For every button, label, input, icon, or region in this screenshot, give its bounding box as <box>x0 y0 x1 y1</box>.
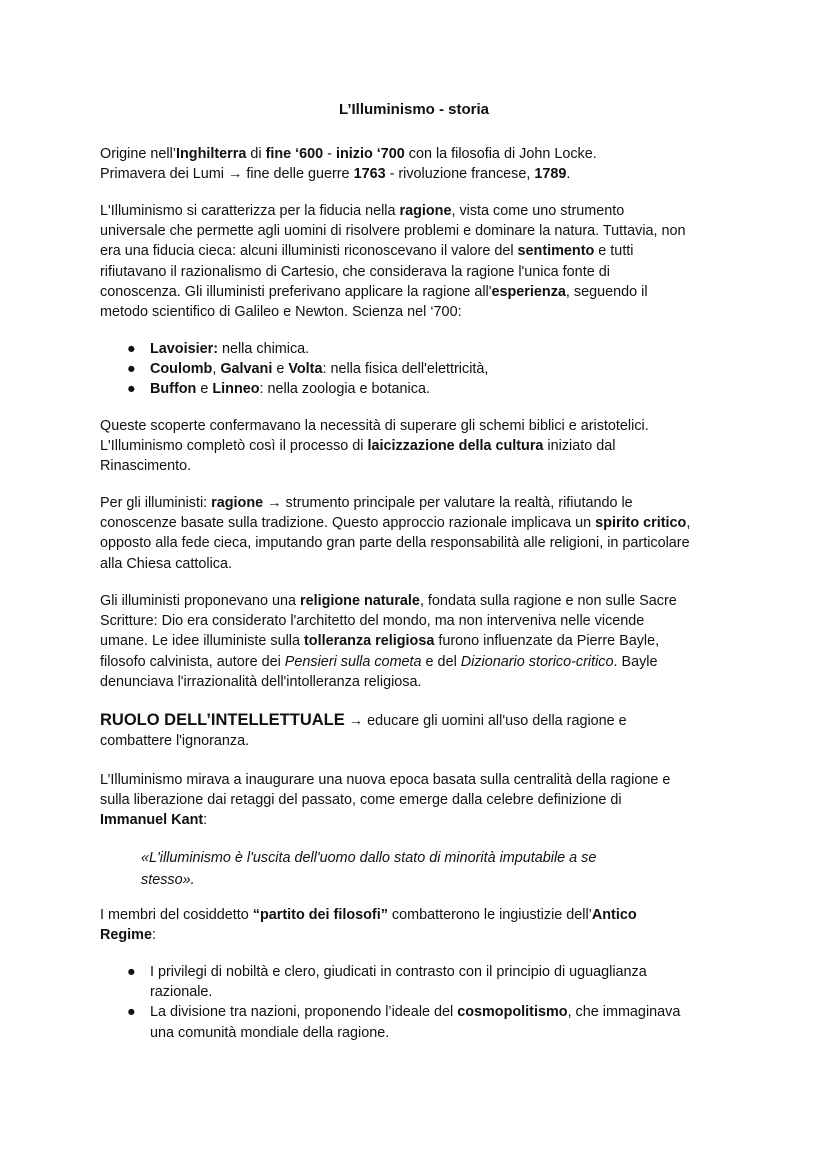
line <box>100 710 730 731</box>
bold-text: laicizzazione della cultura <box>367 438 544 455</box>
bold-text: ragione <box>211 495 264 511</box>
line <box>100 493 730 513</box>
line: stesso». <box>141 872 195 888</box>
section-heading: RUOLO DELL’INTELLETTUALE <box>100 711 345 729</box>
text: Per gli illuministi: <box>100 495 212 511</box>
bullet-icon: ● <box>127 964 136 980</box>
text: , che immaginava <box>567 1004 681 1021</box>
text: nella chimica. <box>217 341 310 357</box>
list-item <box>100 379 730 399</box>
line <box>100 201 730 221</box>
bold-text: inizio ‘700 <box>335 146 405 162</box>
line: una comunità mondiale della ragione. <box>150 1024 390 1041</box>
text: filosofo calvinista, autore dei <box>100 653 285 670</box>
text: conoscenza. Gli illuministi preferivano applicare la ragione all' <box>100 283 492 300</box>
text: I membri del cosiddetto <box>100 907 253 923</box>
text: : nella fisica dell'elettricità, <box>322 361 489 378</box>
text: , seguendo il <box>565 283 648 300</box>
bold-text: religione naturale <box>299 593 420 609</box>
line <box>100 436 730 456</box>
line <box>100 241 730 261</box>
list-item <box>100 962 730 1002</box>
text: : nella zoologia e botanica. <box>259 381 430 398</box>
science-list <box>100 339 730 400</box>
line <box>100 652 730 672</box>
critical-spirit-paragraph <box>100 493 730 574</box>
text: e tutti <box>594 243 634 260</box>
text: . <box>566 166 571 183</box>
line: metodo scientifico di Galileo e Newton. Scienza nel ‘700: <box>100 304 462 321</box>
line <box>150 1002 730 1022</box>
line: rifiutavano il razionalismo di Cartesio, che considerava la ragione l'unica fonte di <box>100 263 610 280</box>
bold-text: sentimento <box>517 243 595 260</box>
text: con la filosofia di John Locke. <box>404 146 597 162</box>
line: I privilegi di nobiltà e clero, giudicati in contrasto con il principio di uguaglianza <box>150 964 647 980</box>
line <box>100 905 730 925</box>
line: Queste scoperte confermavano la necessità di superare gli schemi biblici e aristotelici. <box>100 418 649 434</box>
text: iniziato dal <box>543 438 616 455</box>
bold-text: Inghilterra <box>176 146 247 162</box>
text: : <box>151 927 156 944</box>
reason-paragraph <box>100 201 730 322</box>
bold-text: cosmopolitismo <box>457 1004 568 1021</box>
text: , fondata sulla ragione e non sulle Sacre <box>419 593 677 609</box>
bold-text: Volta <box>288 361 323 378</box>
bold-text: Galvani <box>220 361 273 378</box>
line <box>100 591 730 611</box>
text: . Bayle <box>613 653 658 670</box>
text: - <box>323 146 336 162</box>
line <box>100 631 730 651</box>
text: furono influenzate da Pierre Bayle, <box>434 633 660 650</box>
line: alla Chiesa cattolica. <box>100 555 232 572</box>
bold-text: “partito dei filosofi” <box>252 907 388 923</box>
bold-text: tolleranza religiosa <box>303 633 435 650</box>
list-item <box>100 339 730 359</box>
line: L’Illuminismo mirava a inaugurare una nuova epoca basata sulla centralità della ragione e <box>100 772 671 788</box>
text: , <box>686 515 691 532</box>
bold-text: 1763 <box>353 166 386 183</box>
line: Rinascimento. <box>100 458 192 475</box>
bold-text: 1789 <box>534 166 567 183</box>
bold-text: Lavoisier: <box>150 341 218 357</box>
bullet-icon: ● <box>127 361 136 378</box>
line: denunciava l'irrazionalità dell'intolleranza religiosa. <box>100 673 422 690</box>
text: Origine nell’ <box>100 146 176 162</box>
text: combatterono le ingiustizie dell’ <box>387 907 592 923</box>
text: di <box>246 146 266 162</box>
bold-text: Coulomb <box>150 361 213 378</box>
text: La divisione tra nazioni, proponendo l’ideale del <box>150 1004 458 1021</box>
text: conoscenze basate sulla tradizione. Questo approccio razionale implicava un <box>100 515 596 532</box>
philosophers-party-paragraph <box>100 905 730 945</box>
bold-text: Linneo <box>212 381 260 398</box>
italic-text: Dizionario storico-critico <box>460 653 614 670</box>
intellectual-role-paragraph <box>100 710 730 751</box>
italic-text: Pensieri sulla cometa <box>284 653 422 670</box>
line: universale che permette agli uomini di risolvere problemi e dominare la natura. Tuttavia, non <box>100 223 686 240</box>
kant-quote <box>141 847 701 891</box>
discoveries-paragraph <box>100 416 730 477</box>
bold-text: spirito critico <box>595 515 687 532</box>
text: → strumento principale per valutare la realtà, rifiutando le <box>263 495 633 511</box>
bold-text: Antico <box>591 907 637 923</box>
bold-text: Immanuel Kant <box>100 812 204 829</box>
line: Scritture: Dio era considerato l'architetto del mondo, ma non interveniva nelle vicende <box>100 613 645 630</box>
bold-text: esperienza <box>491 283 566 300</box>
page-title: L’Illuminismo - storia <box>338 101 490 118</box>
natural-religion-paragraph <box>100 591 730 692</box>
text: e <box>196 381 213 398</box>
kant-paragraph <box>100 770 730 831</box>
text: → educare gli uomini all'uso della ragione e <box>344 713 627 729</box>
text: e <box>272 361 289 378</box>
line: «L'illuminismo è l'uscita dell'uomo dallo stato di minorità imputabile a se <box>141 850 597 866</box>
bullet-icon: ● <box>127 381 136 398</box>
injustice-list <box>100 962 730 1043</box>
origin-line-1 <box>100 144 730 164</box>
text: L'Illuminismo completò così il processo di <box>100 438 368 455</box>
bold-text: fine ‘600 <box>265 146 324 162</box>
bold-text: Regime <box>100 927 152 944</box>
line: combattere l'ignoranza. <box>100 733 250 750</box>
text: Primavera dei Lumi → fine delle guerre <box>100 166 354 183</box>
line <box>100 282 730 302</box>
line: razionale. <box>150 984 213 1001</box>
bullet-icon: ● <box>127 341 136 357</box>
text: era una fiducia cieca: alcuni illuministi riconoscevano il valore del <box>100 243 518 260</box>
origin-line-2 <box>100 164 730 184</box>
bold-text: ragione <box>399 203 452 219</box>
text: - rivoluzione francese, <box>385 166 535 183</box>
text: , <box>212 361 221 378</box>
list-item <box>100 1002 730 1042</box>
origin-paragraph <box>100 144 730 184</box>
bold-text: Buffon <box>150 381 197 398</box>
line: sulla liberazione dai retaggi del passato, come emerge dalla celebre definizione di <box>100 792 622 809</box>
text: Gli illuministi proponevano una <box>100 593 300 609</box>
line <box>100 810 730 830</box>
text: , vista come uno strumento <box>451 203 625 219</box>
bullet-icon: ● <box>127 1004 136 1021</box>
line: opposto alla fede cieca, imputando gran parte della responsabilità alle religioni, in particolare <box>100 535 690 552</box>
text: umane. Le idee illuministe sulla <box>100 633 304 650</box>
text: : <box>203 812 208 829</box>
text: e del <box>421 653 461 670</box>
text: L'Illuminismo si caratterizza per la fiducia nella <box>100 203 400 219</box>
list-item <box>100 359 730 379</box>
line <box>100 513 730 533</box>
line <box>100 925 730 945</box>
